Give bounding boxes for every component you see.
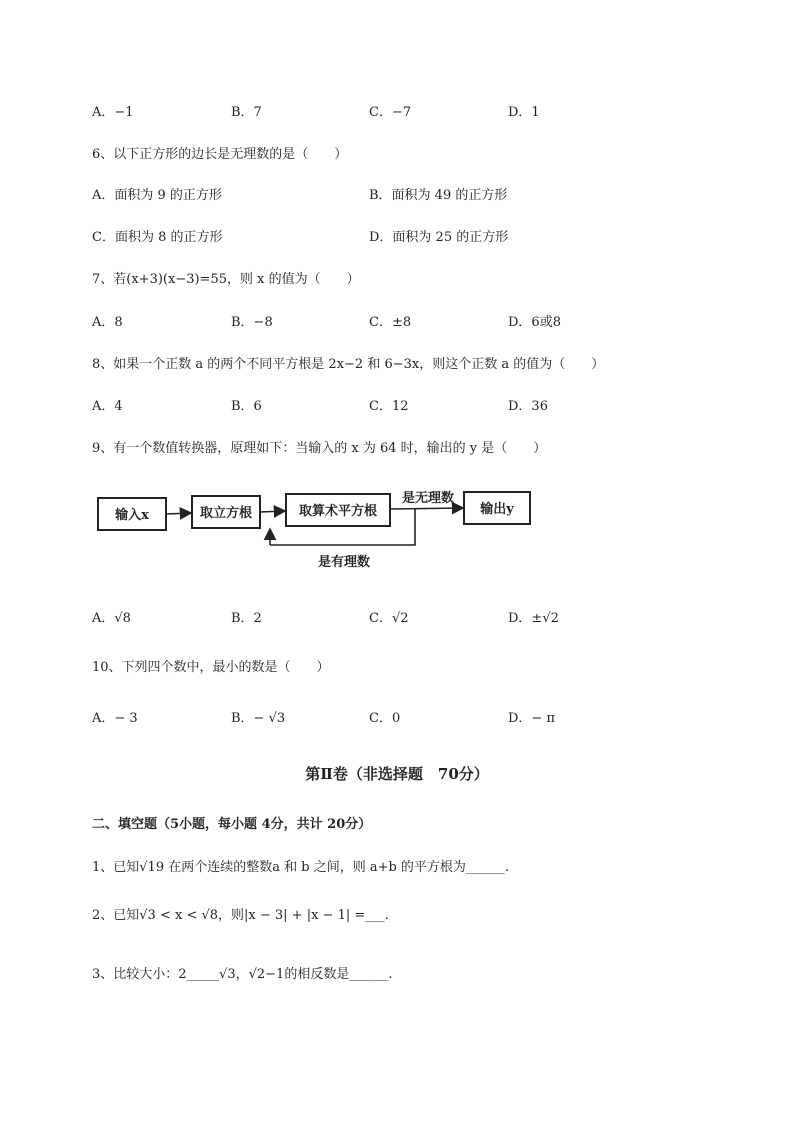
q6-option-b: B．面积为 49 的正方形 [369, 188, 508, 203]
section2-heading: 二、填空题（5小题，每小题 4分，共计 20分） [92, 817, 372, 832]
q8-stem: 8、如果一个正数 a 的两个不同平方根是 2x−2 和 6−3x，则这个正数 a 的值为（ ） [92, 357, 605, 372]
fill-question-3: 3、比较大小：2_____√3，√2−1的相反数是______. [92, 967, 393, 982]
q8-option-c: C．12 [369, 399, 409, 414]
q10-option-c: C．0 [369, 711, 401, 726]
q10-option-a: A．− 3 [92, 711, 138, 726]
q9-option-d: D．±√2 [508, 611, 559, 626]
q9-option-a: A．√8 [92, 611, 131, 626]
q7-stem: 7、若(x+3)(x−3)=55，则 x 的值为（ ） [92, 272, 360, 287]
input-label: 输入x [115, 508, 149, 523]
q10-option-b: B．− √3 [231, 711, 286, 726]
cube-root-label: 取立方根 [199, 506, 253, 521]
q5-option-d: D．1 [508, 105, 540, 120]
q5-option-b: B．7 [231, 105, 262, 120]
irrational-label: 是无理数 [401, 491, 455, 506]
q9-stem: 9、有一个数值转换器，原理如下：当输入的 x 为 64 时，输出的 y 是（ ） [92, 441, 547, 456]
fill-question-1: 1、已知√19 在两个连续的整数a 和 b 之间，则 a+b 的平方根为______. [92, 860, 510, 875]
q5-option-c: C．−7 [369, 105, 412, 120]
q7-option-d: D．6或8 [508, 315, 561, 330]
q6-option-d: D．面积为 25 的正方形 [369, 230, 509, 245]
q6-stem: 6、以下正方形的边长是无理数的是（ ） [92, 147, 348, 162]
q7-option-b: B．−8 [231, 315, 273, 330]
q5-option-a: A．−1 [92, 105, 134, 120]
fill-question-2: 2、已知√3 < x < √8，则|x − 3| + |x − 1| =___. [92, 908, 389, 923]
converter-diagram [90, 482, 550, 582]
output-label: 输出y [480, 502, 514, 517]
q7-option-c: C．±8 [369, 315, 412, 330]
arrow-sqrt-to-output [390, 508, 463, 509]
part2-title: 第Ⅱ卷（非选择题 70分） [305, 765, 489, 783]
q9-option-b: B．2 [231, 611, 262, 626]
sqrt-label: 取算术平方根 [298, 504, 378, 519]
q6-option-c: C．面积为 8 的正方形 [92, 230, 223, 245]
q10-option-d: D．− π [508, 711, 555, 726]
q8-option-d: D．36 [508, 399, 548, 414]
q8-option-b: B．6 [231, 399, 262, 414]
q9-option-c: C．√2 [369, 611, 409, 626]
arrow-cube-to-sqrt [260, 511, 285, 512]
rational-label: 是有理数 [317, 555, 371, 570]
q8-option-a: A．4 [92, 399, 123, 414]
q7-option-a: A．8 [92, 315, 123, 330]
q10-stem: 10、下列四个数中，最小的数是（ ） [92, 660, 330, 675]
q6-option-a: A．面积为 9 的正方形 [92, 188, 222, 203]
arrow-input-to-cube [166, 513, 191, 514]
